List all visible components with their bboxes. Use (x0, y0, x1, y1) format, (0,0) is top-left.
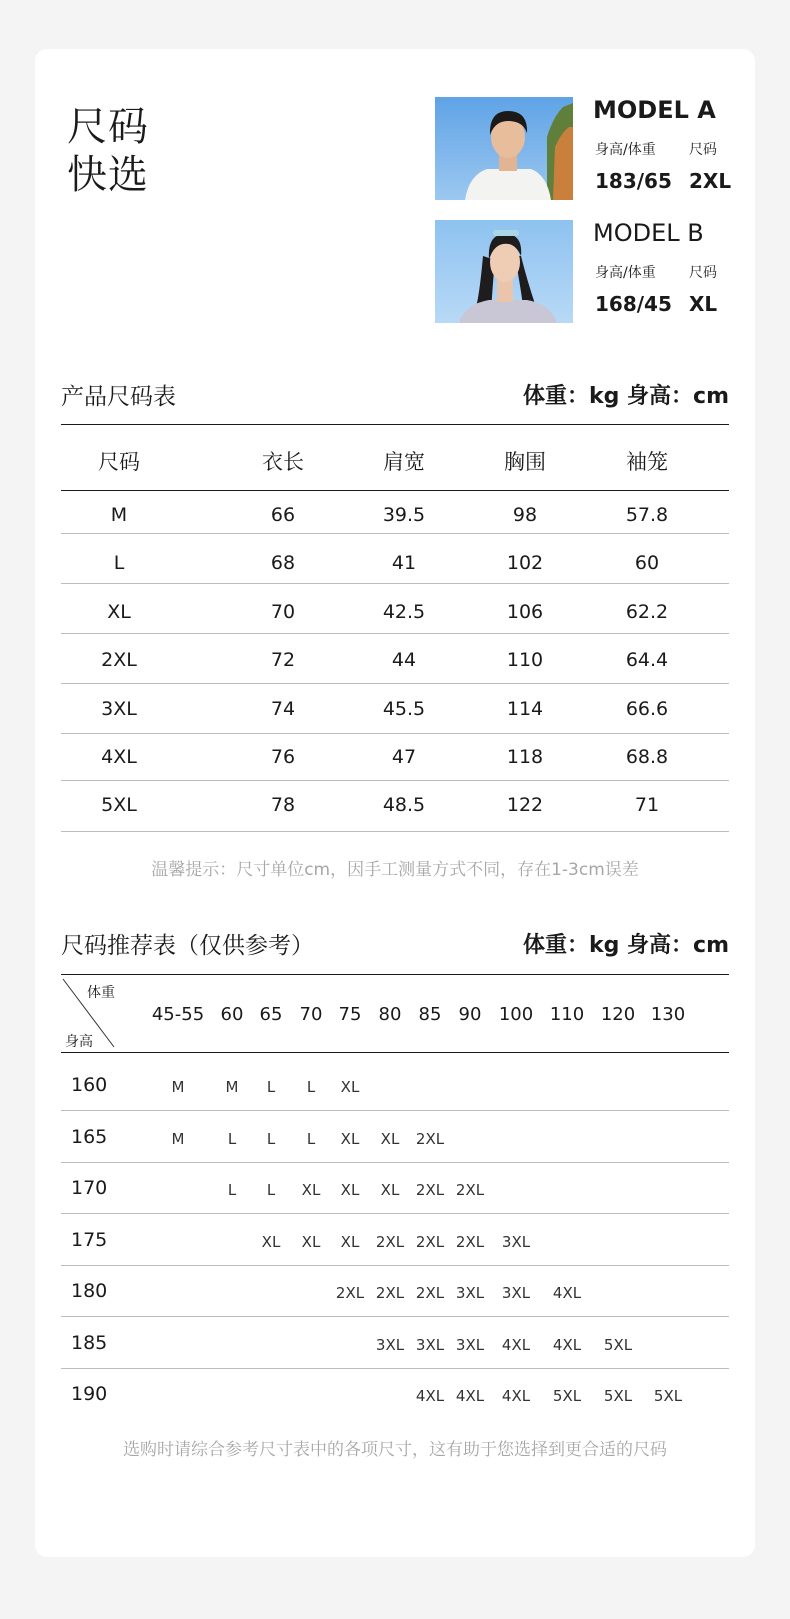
size-chart-cell: 62.2 (625, 601, 669, 623)
recommended-size-cell: L (227, 1129, 237, 1148)
size-chart-cell: 68.8 (625, 746, 669, 768)
size-chart-cell: 98 (512, 504, 538, 526)
recommended-size-cell: 2XL (415, 1284, 445, 1302)
size-chart-cell: 44 (391, 649, 417, 671)
recommended-size-cell: 2XL (415, 1232, 445, 1251)
model-a-measure: 183/65 (595, 169, 672, 193)
recommended-size-cell: 2XL (375, 1232, 405, 1251)
recommended-size-cell: 2XL (375, 1284, 405, 1302)
size-chart-cell: L (113, 552, 125, 574)
size-chart-cell: 39.5 (382, 504, 426, 526)
size-chart-heading (61, 380, 729, 414)
recommended-size-cell: L (306, 1129, 316, 1148)
size-chart-cell: XL (107, 601, 131, 623)
recommended-size-cell: 2XL (415, 1129, 445, 1148)
size-chart-row-divider (61, 831, 729, 832)
recommended-size-cell: L (227, 1181, 237, 1199)
size-chart-cell: 71 (634, 794, 660, 816)
size-chart-cell: 122 (506, 794, 544, 816)
size-chart-row-divider (61, 733, 729, 734)
recommended-size-cell: 4XL (415, 1387, 445, 1405)
recommended-size-cell: 4XL (552, 1335, 582, 1354)
recommended-size-cell: 3XL (375, 1335, 405, 1354)
size-chart-cell: 68 (270, 552, 296, 574)
size-chart-cell: 60 (634, 552, 660, 574)
height-row-label: 180 (71, 1280, 108, 1302)
recommend-chart-row-divider (61, 1213, 729, 1214)
recommended-size-cell: M (225, 1078, 239, 1096)
recommend-chart-title: 尺码推荐表（仅供参考） (61, 933, 314, 959)
quick-select-title-line1: 尺码 (67, 104, 149, 150)
size-chart-cell: 4XL (101, 746, 137, 768)
recommended-size-cell: XL (340, 1232, 360, 1251)
recommend-chart-top-rule (61, 974, 729, 975)
weight-header-cell: 60 (220, 1004, 244, 1025)
size-chart-cell: 72 (270, 649, 296, 671)
recommended-size-cell: XL (380, 1129, 400, 1148)
recommended-size-cell: 5XL (603, 1387, 633, 1405)
weight-header-cell: 130 (650, 1004, 686, 1025)
size-chart-units: 体重：kg 身高：cm (522, 384, 729, 409)
size-chart-header-cell: 衣长 (262, 450, 304, 474)
size-chart-row-divider (61, 683, 729, 684)
model-b-info (593, 219, 743, 320)
height-row-label: 165 (71, 1125, 108, 1148)
model-b-size: XL (689, 292, 718, 316)
model-b-measure-label: 身高/体重 (595, 265, 656, 281)
model-a-measure-label: 身高/体重 (595, 142, 656, 158)
recommended-size-cell: 3XL (455, 1284, 485, 1302)
recommended-size-cell: M (171, 1129, 185, 1148)
model-b-name: MODEL B (593, 219, 704, 247)
weight-header-cell: 75 (338, 1004, 362, 1025)
size-chart-cell: 41 (391, 552, 417, 574)
recommend-chart-row-divider (61, 1110, 729, 1111)
recommended-size-cell: 5XL (603, 1335, 633, 1354)
recommended-size-cell: XL (301, 1232, 321, 1251)
size-chart-cell: 57.8 (625, 504, 669, 526)
recommend-chart-units: 体重：kg 身高：cm (522, 933, 729, 958)
size-chart-row-divider (61, 533, 729, 534)
recommended-size-cell: 4XL (501, 1387, 531, 1405)
recommend-chart-row-divider (61, 1368, 729, 1369)
size-chart-cell: 110 (506, 649, 544, 671)
size-chart-cell: 47 (391, 746, 417, 768)
weight-header-cell: 100 (498, 1004, 534, 1025)
height-row-label: 190 (71, 1383, 108, 1405)
size-chart-row-divider (61, 780, 729, 781)
model-a-photo (435, 97, 573, 200)
recommended-size-cell: XL (301, 1181, 321, 1199)
size-chart-header-cell: 肩宽 (383, 450, 425, 474)
recommended-size-cell: 2XL (335, 1284, 365, 1302)
size-chart-cell: 74 (270, 698, 296, 720)
quick-select-title (67, 103, 149, 199)
recommended-size-cell: 4XL (455, 1387, 485, 1405)
recommended-size-cell: L (266, 1078, 276, 1096)
recommend-chart-row-divider (61, 1162, 729, 1163)
recommended-size-cell: 4XL (501, 1335, 531, 1354)
size-chart-cell: 70 (270, 601, 296, 623)
size-chart-cell: 64.4 (625, 649, 669, 671)
size-chart-cell: 2XL (101, 649, 137, 671)
model-b-measure: 168/45 (595, 292, 672, 316)
size-chart-cell: 106 (506, 601, 544, 623)
size-chart-cell: 5XL (101, 794, 137, 816)
model-b-size-label: 尺码 (689, 265, 717, 281)
size-chart-cell: M (110, 504, 128, 526)
size-chart-title: 产品尺码表 (61, 384, 176, 410)
recommend-chart-note: 选购时请综合参考尺寸表中的各项尺寸，这有助于您选择到更合适的尺码 (123, 1440, 667, 1460)
size-chart-row-divider (61, 633, 729, 634)
recommend-chart-row-divider (61, 1316, 729, 1317)
recommended-size-cell: XL (380, 1181, 400, 1199)
size-chart-cell: 114 (506, 698, 544, 720)
size-chart-cell: 45.5 (382, 698, 426, 720)
weight-header-cell: 85 (418, 1004, 442, 1025)
weight-header-cell: 45-55 (151, 1004, 205, 1025)
size-chart-row-divider (61, 583, 729, 584)
size-chart-header-cell: 尺码 (98, 450, 140, 474)
recommended-size-cell: L (266, 1181, 276, 1199)
size-chart-note: 温馨提示：尺寸单位cm，因手工测量方式不同，存在1-3cm误差 (151, 860, 639, 880)
quick-select-title-line2: 快选 (67, 152, 149, 198)
height-row-label: 170 (71, 1177, 108, 1199)
size-chart-header-cell: 袖笼 (626, 450, 668, 474)
recommended-size-cell: 5XL (552, 1387, 582, 1405)
size-chart-cell: 118 (506, 746, 544, 768)
recommended-size-cell: XL (261, 1232, 281, 1251)
size-chart-header-rule (61, 490, 729, 491)
recommend-chart-heading (61, 929, 729, 963)
model-a-info (593, 96, 743, 197)
recommended-size-cell: 3XL (501, 1232, 531, 1251)
recommended-size-cell: 5XL (653, 1387, 683, 1405)
recommended-size-cell: XL (340, 1181, 360, 1199)
model-b-photo (435, 220, 573, 323)
size-chart-header-cell: 胸围 (504, 450, 546, 474)
weight-header-cell: 110 (549, 1004, 585, 1025)
size-guide-card (35, 49, 755, 1557)
weight-header-cell: 80 (378, 1004, 402, 1025)
recommend-chart-row-divider (61, 1265, 729, 1266)
recommended-size-cell: 3XL (415, 1335, 445, 1354)
size-chart-cell: 66.6 (625, 698, 669, 720)
weight-header-cell: 120 (600, 1004, 636, 1025)
weight-axis-label: 体重 (87, 985, 115, 1001)
recommend-chart-header-rule (61, 1052, 729, 1053)
model-a-size-label: 尺码 (689, 142, 717, 158)
height-row-label: 160 (71, 1074, 108, 1096)
recommended-size-cell: L (266, 1129, 276, 1148)
recommended-size-cell: 2XL (415, 1181, 445, 1199)
recommended-size-cell: 4XL (552, 1284, 582, 1302)
recommended-size-cell: 2XL (455, 1181, 485, 1199)
size-chart-cell: 3XL (101, 698, 137, 720)
size-chart-cell: 42.5 (382, 601, 426, 623)
size-chart-cell: 48.5 (382, 794, 426, 816)
weight-header-cell: 90 (458, 1004, 482, 1025)
size-chart-cell: 66 (270, 504, 296, 526)
recommended-size-cell: 3XL (501, 1284, 531, 1302)
recommended-size-cell: XL (340, 1129, 360, 1148)
model-a-name: MODEL A (593, 96, 716, 124)
recommended-size-cell: 2XL (455, 1232, 485, 1251)
size-chart-cell: 102 (506, 552, 544, 574)
recommended-size-cell: M (171, 1078, 185, 1096)
weight-header-cell: 65 (259, 1004, 283, 1025)
height-row-label: 185 (71, 1331, 108, 1354)
recommended-size-cell: 3XL (455, 1335, 485, 1354)
recommended-size-cell: L (306, 1078, 316, 1096)
recommended-size-cell: XL (340, 1078, 360, 1096)
size-chart-cell: 78 (270, 794, 296, 816)
model-a-size: 2XL (689, 169, 732, 193)
height-axis-label: 身高 (65, 1034, 93, 1050)
size-chart-cell: 76 (270, 746, 296, 768)
height-row-label: 175 (71, 1228, 108, 1251)
size-chart-top-rule (61, 424, 729, 425)
weight-header-cell: 70 (299, 1004, 323, 1025)
